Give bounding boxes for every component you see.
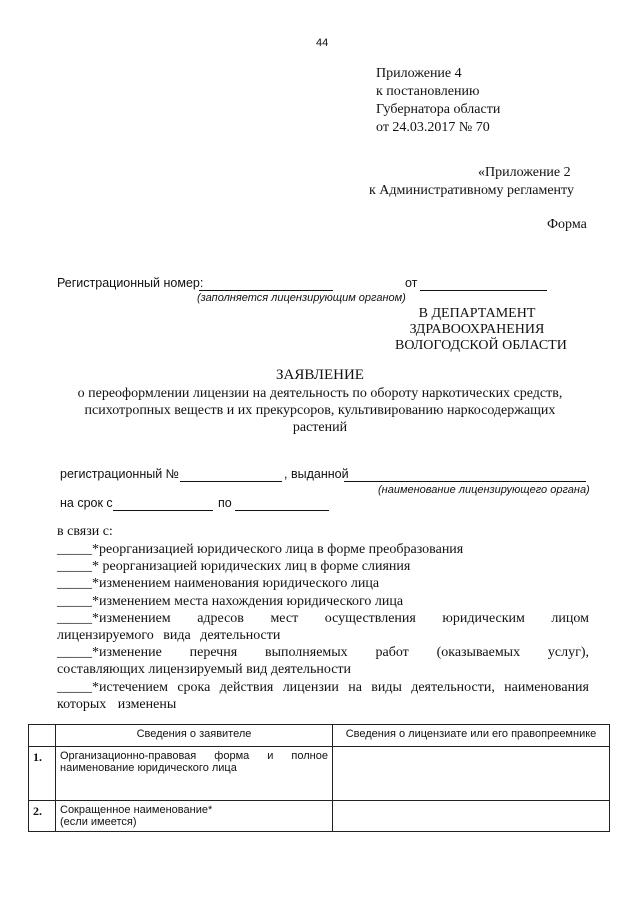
reason-item[interactable]: _____*реорганизацией юридического лица в форме преобразования bbox=[57, 542, 464, 557]
reason-item[interactable]: _____*изменением места нахождения юридического лица bbox=[57, 594, 404, 609]
reason-blank: _____ bbox=[57, 645, 92, 660]
table-row-label: Сокращенное наименование* (если имеется) bbox=[56, 801, 333, 832]
reason-item[interactable]: _____* реорганизацией юридических лиц в форме слияния bbox=[57, 559, 411, 574]
heading-line2: психотропных веществ и их прекурсоров, культивированию наркосодержащих bbox=[84, 403, 556, 418]
heading-line1: о переоформлении лицензии на деятельность по обороту наркотических средств, bbox=[77, 386, 563, 401]
table-row-number: 1. bbox=[29, 747, 56, 801]
appendix4-line3: Губернатора области bbox=[376, 102, 501, 117]
reason-item-continued: которых изменены bbox=[57, 697, 177, 712]
reason-item[interactable]: _____*изменением адресов мест осуществления юридическим лицом bbox=[57, 611, 589, 626]
license-reg-label: регистрационный № bbox=[60, 467, 180, 481]
document-title: ЗАЯВЛЕНИЕ bbox=[276, 367, 364, 383]
table-header-licensee: Сведения о лицензиате или его правопреемнике bbox=[333, 725, 610, 747]
table-row-number: 2. bbox=[29, 801, 56, 832]
form-label: Форма bbox=[547, 217, 587, 232]
reason-blank: _____ bbox=[57, 611, 92, 626]
term-to-label: по bbox=[218, 496, 232, 510]
addressee-line2: ЗДРАВООХРАНЕНИЯ bbox=[409, 322, 545, 337]
appendix2-line1: «Приложение 2 bbox=[478, 165, 571, 180]
table-row bbox=[29, 801, 610, 832]
registration-label: Регистрационный номер: bbox=[57, 276, 204, 290]
registration-note: (заполняется лицензирующим органом) bbox=[197, 292, 406, 304]
reason-item[interactable]: _____*истечением срока действия лицензии на виды деятельности, наименования bbox=[57, 680, 589, 695]
reason-item[interactable]: _____*изменение перечня выполняемых работ (оказываемых услуг), bbox=[57, 645, 589, 660]
table-row-label: Организационно-правовая форма и полное наименование юридического лица bbox=[56, 747, 333, 801]
term-to-field[interactable] bbox=[235, 497, 329, 511]
appendix4-line1: Приложение 4 bbox=[376, 66, 462, 81]
registration-number-field[interactable] bbox=[199, 277, 333, 291]
page-number: 44 bbox=[316, 37, 329, 49]
reasons-intro: в связи с: bbox=[57, 524, 113, 539]
info-table bbox=[28, 724, 610, 832]
table-header-row bbox=[29, 725, 610, 747]
table-row-value[interactable] bbox=[333, 801, 610, 832]
reason-blank: _____ bbox=[57, 576, 92, 591]
table-row bbox=[29, 747, 610, 801]
appendix4-line4: от 24.03.2017 № 70 bbox=[376, 120, 490, 135]
license-issuer-note: (наименование лицензирующего органа) bbox=[378, 484, 590, 496]
addressee-line1: В ДЕПАРТАМЕНТ bbox=[418, 306, 536, 321]
table-header-num bbox=[29, 725, 56, 747]
table-header-applicant: Сведения о заявителе bbox=[56, 725, 333, 747]
registration-date-label: от bbox=[405, 276, 418, 290]
heading-line3: растений bbox=[292, 420, 348, 435]
license-issued-label: , выданной bbox=[284, 467, 349, 481]
appendix4-line2: к постановлению bbox=[376, 84, 480, 99]
appendix2-line2: к Административному регламенту bbox=[369, 183, 574, 198]
term-from-field[interactable] bbox=[113, 497, 213, 511]
term-from-label: на срок с bbox=[60, 496, 113, 510]
registration-date-field[interactable] bbox=[420, 277, 547, 291]
reason-item-continued: составляющих лицензируемый вид деятельности bbox=[57, 662, 352, 677]
reason-item-continued: лицензируемого вида деятельности bbox=[57, 628, 281, 643]
license-issuer-field[interactable] bbox=[344, 468, 586, 482]
reason-blank: _____ bbox=[57, 594, 92, 609]
license-number-field[interactable] bbox=[180, 468, 282, 482]
reason-blank: _____ bbox=[57, 680, 92, 695]
reason-item[interactable]: _____*изменением наименования юридического лица bbox=[57, 576, 380, 591]
reason-blank: _____ bbox=[57, 542, 92, 557]
reason-blank: _____ bbox=[57, 559, 92, 574]
addressee-line3: ВОЛОГОДСКОЙ ОБЛАСТИ bbox=[395, 338, 567, 353]
table-row-value[interactable] bbox=[333, 747, 610, 801]
